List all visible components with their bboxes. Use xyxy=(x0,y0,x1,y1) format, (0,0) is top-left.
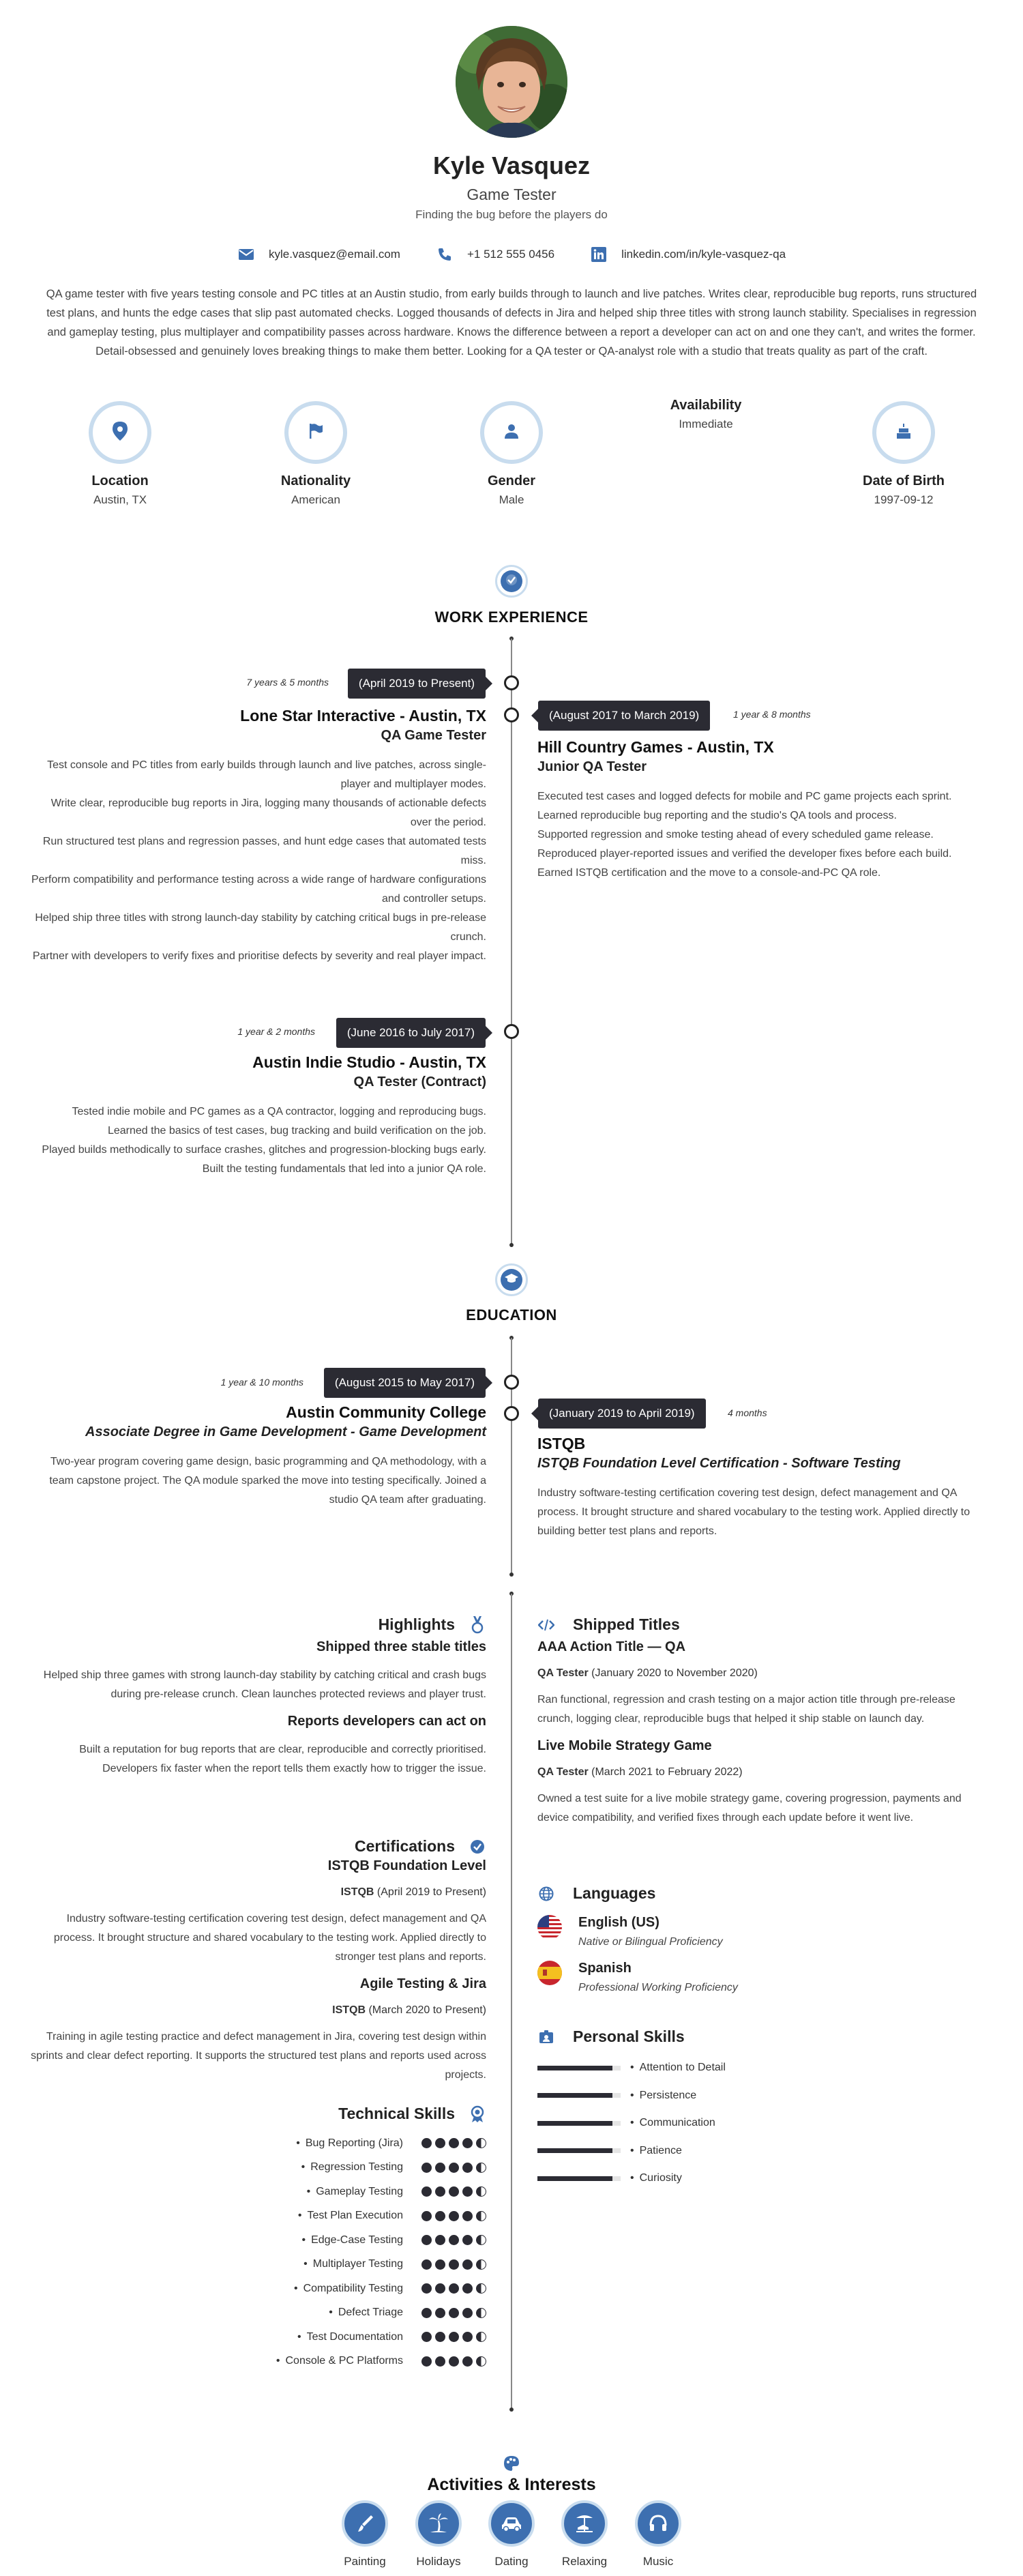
education-entry xyxy=(31,1403,486,1510)
skill-level-bar xyxy=(537,2121,621,2126)
highlight-title: Reports developers can act on xyxy=(287,1714,486,1729)
bullet-icon: • xyxy=(301,2234,306,2246)
job-entry xyxy=(31,1053,486,1179)
work-section-icon xyxy=(495,565,528,598)
personal-skill-name: Communication xyxy=(639,2117,715,2129)
activity-label: Painting xyxy=(344,2555,386,2568)
linkedin-text: linkedin.com/in/kyle-vasquez-qa xyxy=(621,248,786,261)
badge-check-icon xyxy=(505,574,518,589)
edu-description: Two-year program covering game design, basic programming and QA methodology, with a team capstone project. The QA module sparked the move into testing specifically. Joined a studio QA team after graduating. xyxy=(49,1456,486,1506)
rating-dot xyxy=(421,2211,432,2221)
rating-dot xyxy=(449,2235,459,2245)
technical-skill-name: Test Plan Execution xyxy=(307,2210,403,2222)
rating-dot xyxy=(462,2308,473,2318)
graduation-cap-icon xyxy=(505,1273,518,1287)
bullet-icon: • xyxy=(306,2185,311,2197)
profile-summary: QA game tester with five years testing console and PC titles at an Austin studio, from early builds through to launch and live patches. Writes clear, reproducible bug reports, runs structured test plans, and hunts the edge cases that slip past automated checks. Logged thousands of defects in Jira and helped ship three titles with strong launch stability. Specialises in regression and gameplay testing, plus multiplayer and compatibility passes across hardware. Knows the difference between a report a developer can act on and one they can't, and writes the former. Detail-obsessed and genuinely loves breaking things to make them better. Looking for a QA tester or QA-analyst role with a studio that treats quality as part of the craft. xyxy=(46,288,977,357)
job-description: Tested indie mobile and PC games as a QA contractor, logging and reproducing bugs. Learned the basics of test cases, bug tracking and build verification on the job. Played builds methodically to surface crashes, glitches and progression-blocking bugs early. Built the testing fundamentals that led into a junior QA role. xyxy=(42,1106,486,1175)
rating-dot xyxy=(449,2356,459,2367)
language-level: Professional Working Proficiency xyxy=(578,1982,738,1993)
details-timeline xyxy=(511,1594,512,2410)
edu-dates: (January 2019 to April 2019) xyxy=(538,1399,706,1429)
rating-dot xyxy=(462,2332,473,2342)
beach-chair-icon xyxy=(561,2500,608,2547)
person-icon xyxy=(504,424,519,442)
personal-skill-row xyxy=(537,2082,993,2110)
personal-skill-name: Persistence xyxy=(639,2089,697,2101)
bullet-icon: • xyxy=(630,2062,634,2074)
personal-skills-title: Personal Skills xyxy=(573,2028,685,2045)
technical-skills-section xyxy=(31,2105,486,2373)
job-dates: (June 2016 to July 2017) xyxy=(336,1018,486,1048)
activities-title: Activities & Interests xyxy=(427,2475,596,2494)
shipped-meta: QA Tester (January 2020 to November 2020) xyxy=(537,1667,758,1679)
rating-dot xyxy=(421,2138,432,2148)
skill-rating xyxy=(418,2186,486,2197)
timeline-dot xyxy=(504,1024,519,1039)
personal-skill-row xyxy=(537,2054,993,2082)
rating-dot xyxy=(435,2138,445,2148)
technical-skill-row xyxy=(31,2180,486,2204)
info-nationality: Nationality American xyxy=(234,401,398,507)
rating-dot xyxy=(449,2211,459,2221)
skill-level-bar xyxy=(537,2066,621,2070)
shipped-title: AAA Action Title — QA xyxy=(537,1639,686,1654)
palm-tree-icon xyxy=(415,2500,462,2547)
technical-skill-name: Test Documentation xyxy=(306,2330,403,2343)
rating-dot xyxy=(449,2138,459,2148)
rating-dot xyxy=(462,2283,473,2294)
shipped-description: Ran functional, regression and crash testing on a major action title through pre-release crunch, logging clear, reproducible bugs that helped it ship stable on launch day. xyxy=(537,1694,955,1725)
job-duration: 1 year & 8 months xyxy=(733,709,811,720)
rating-dot xyxy=(476,2308,486,2318)
technical-skill-row xyxy=(31,2350,486,2374)
technical-skill-row xyxy=(31,2253,486,2277)
shipped-meta: QA Tester (March 2021 to February 2022) xyxy=(537,1766,743,1778)
rating-dot xyxy=(476,2163,486,2173)
rating-dot xyxy=(462,2211,473,2221)
edu-degree: Associate Degree in Game Development - Game Development xyxy=(85,1424,486,1439)
certification-title: Agile Testing & Jira xyxy=(359,1976,486,1991)
activity-label: Music xyxy=(642,2555,674,2568)
info-dob: Date of Birth 1997-09-12 xyxy=(822,401,985,507)
rating-dot xyxy=(435,2332,445,2342)
timeline-dot xyxy=(504,1375,519,1390)
certifications-title: Certifications xyxy=(355,1837,455,1855)
car-icon xyxy=(488,2500,535,2547)
rating-dot xyxy=(462,2138,473,2148)
technical-skill-name: Edge-Case Testing xyxy=(311,2234,403,2246)
personal-skill-row xyxy=(537,2165,993,2193)
candidate-role: Game Tester xyxy=(466,186,557,203)
personal-skill-row xyxy=(537,2109,993,2137)
shipped-titles-section xyxy=(537,1615,993,1828)
technical-skill-row xyxy=(31,2228,486,2253)
bullet-icon: • xyxy=(296,2137,300,2149)
rating-dot xyxy=(462,2235,473,2245)
job-description: Executed test cases and logged defects for mobile and PC game projects each sprint. Learned reproducible bug reporting and the studio's QA tools and process. Supported regression and smoke testing ahead of every scheduled game release. Reproduced player-reported issues and verified the developer fixes before each build. Earned ISTQB certification and the move to a console-and-PC QA role. xyxy=(537,791,952,879)
job-position: Junior QA Tester xyxy=(537,759,647,774)
linkedin-contact[interactable] xyxy=(590,246,786,263)
info-availability: Availability Immediate xyxy=(670,398,742,430)
languages-section xyxy=(537,1884,993,1994)
bullet-icon: • xyxy=(630,2117,634,2129)
rating-dot xyxy=(476,2356,486,2367)
certifications-section xyxy=(31,1837,486,2085)
verified-badge-icon xyxy=(469,1838,486,1856)
technical-skills-title: Technical Skills xyxy=(338,2105,455,2122)
technical-skill-name: Compatibility Testing xyxy=(303,2282,403,2294)
certification-description: Industry software-testing certification covering test design, defect management and QA process. It brought structure and shared vocabulary to the testing work. Applied directly to stronger test plans and reports. xyxy=(53,1913,486,1963)
rating-dot xyxy=(435,2211,445,2221)
rating-dot xyxy=(421,2259,432,2270)
edu-school: Austin Community College xyxy=(286,1403,486,1421)
activity-item xyxy=(624,2500,692,2568)
location-pin-icon xyxy=(113,422,128,444)
activity-item xyxy=(477,2500,546,2568)
rating-dot xyxy=(476,2259,486,2270)
technical-skill-row xyxy=(31,2325,486,2350)
email-text: kyle.vasquez@email.com xyxy=(268,248,400,261)
award-ribbon-icon xyxy=(469,2105,486,2123)
technical-skill-row xyxy=(31,2131,486,2156)
shipped-title: Live Mobile Strategy Game xyxy=(537,1738,712,1753)
flag-icon xyxy=(308,423,323,443)
rating-dot xyxy=(435,2235,445,2245)
job-company: Austin Indie Studio - Austin, TX xyxy=(252,1053,486,1071)
skill-rating xyxy=(418,2211,486,2221)
bullet-icon: • xyxy=(329,2307,333,2319)
technical-skill-row xyxy=(31,2204,486,2229)
skill-rating xyxy=(418,2163,486,2173)
activity-item xyxy=(331,2500,399,2568)
rating-dot xyxy=(449,2163,459,2173)
rating-dot xyxy=(421,2163,432,2173)
code-icon xyxy=(537,1616,555,1634)
rating-dot xyxy=(476,2235,486,2245)
bullet-icon: • xyxy=(630,2089,634,2101)
email-contact[interactable] xyxy=(237,246,400,263)
activity-label: Relaxing xyxy=(561,2555,608,2568)
phone-contact[interactable] xyxy=(436,246,554,263)
edu-duration: 4 months xyxy=(728,1407,767,1418)
skill-level-bar xyxy=(537,2176,621,2181)
bullet-icon: • xyxy=(630,2172,634,2184)
palette-icon xyxy=(503,2455,520,2472)
id-badge-icon xyxy=(537,2028,555,2046)
activity-label: Dating xyxy=(494,2555,529,2568)
avatar xyxy=(456,26,567,138)
highlights-section xyxy=(31,1615,486,1779)
job-company: Lone Star Interactive - Austin, TX xyxy=(240,707,486,724)
skill-rating xyxy=(418,2283,486,2294)
languages-title: Languages xyxy=(573,1884,656,1902)
rating-dot xyxy=(476,2186,486,2197)
highlight-description: Built a reputation for bug reports that are clear, reproducible and correctly prioritised. Developers fix faster when the report tells them exactly how to trigger the issue. xyxy=(79,1744,486,1774)
rating-dot xyxy=(476,2283,486,2294)
work-timeline xyxy=(511,639,512,1246)
bullet-icon: • xyxy=(630,2144,634,2156)
rating-dot xyxy=(449,2259,459,2270)
highlight-title: Shipped three stable titles xyxy=(316,1639,486,1654)
bullet-icon: • xyxy=(293,2282,298,2294)
skill-rating xyxy=(418,2356,486,2367)
spain-flag-icon xyxy=(537,1961,562,1985)
personal-skill-name: Curiosity xyxy=(639,2172,682,2184)
personal-skill-row xyxy=(537,2137,993,2165)
rating-dot xyxy=(421,2356,432,2367)
job-entry xyxy=(31,707,486,966)
phone-text: +1 512 555 0456 xyxy=(466,248,555,261)
certification-meta: ISTQB (March 2020 to Present) xyxy=(332,2004,486,2016)
rating-dot xyxy=(476,2211,486,2221)
edu-school: ISTQB xyxy=(537,1435,586,1452)
candidate-name: Kyle Vasquez xyxy=(432,151,591,179)
bullet-icon: • xyxy=(301,2161,306,2174)
skill-level-bar xyxy=(537,2093,621,2098)
rating-dot xyxy=(421,2235,432,2245)
technical-skill-name: Console & PC Platforms xyxy=(285,2355,403,2367)
edu-dates: (August 2015 to May 2017) xyxy=(324,1368,486,1398)
activity-item xyxy=(550,2500,619,2568)
technical-skill-name: Bug Reporting (Jira) xyxy=(305,2137,403,2149)
technical-skill-row xyxy=(31,2277,486,2301)
job-dates: (August 2017 to March 2019) xyxy=(538,701,710,731)
rating-dot xyxy=(449,2332,459,2342)
language-item xyxy=(537,1961,993,1994)
technical-skill-name: Defect Triage xyxy=(338,2307,403,2319)
linkedin-icon xyxy=(590,246,608,263)
activity-label: Holidays xyxy=(416,2555,461,2568)
rating-dot xyxy=(449,2308,459,2318)
rating-dot xyxy=(435,2308,445,2318)
skill-rating xyxy=(418,2332,486,2342)
language-name: English (US) xyxy=(578,1915,659,1930)
bullet-icon: • xyxy=(297,2210,302,2222)
education-section-title: EDUCATION xyxy=(466,1306,557,1323)
edu-description: Industry software-testing certification covering test design, defect management and QA process. It brought structure and shared vocabulary to the testing work. Applied directly to building better test plans and reports. xyxy=(537,1487,970,1537)
rating-dot xyxy=(449,2186,459,2197)
highlight-description: Helped ship three games with strong launch-day stability by catching critical and crash bugs during pre-release crunch. Clean launches protected reviews and player trust. xyxy=(43,1669,486,1700)
rating-dot xyxy=(476,2138,486,2148)
rating-dot xyxy=(435,2283,445,2294)
technical-skills-list xyxy=(31,2131,486,2373)
rating-dot xyxy=(435,2163,445,2173)
rating-dot xyxy=(435,2186,445,2197)
activity-item xyxy=(404,2500,473,2568)
skill-rating xyxy=(418,2235,486,2245)
job-entry xyxy=(537,738,993,883)
job-dates: (April 2019 to Present) xyxy=(348,669,486,699)
headphones-icon xyxy=(635,2500,681,2547)
technical-skill-name: Gameplay Testing xyxy=(316,2185,403,2197)
education-entry xyxy=(537,1435,993,1541)
rating-dot xyxy=(421,2308,432,2318)
skill-rating xyxy=(418,2308,486,2318)
bullet-icon: • xyxy=(297,2330,301,2343)
rating-dot xyxy=(476,2332,486,2342)
personal-skill-name: Patience xyxy=(639,2144,682,2156)
info-location: Location Austin, TX xyxy=(38,401,202,507)
globe-icon xyxy=(537,1885,555,1903)
timeline-dot xyxy=(504,707,519,722)
language-name: Spanish xyxy=(578,1961,632,1976)
education-timeline xyxy=(511,1338,512,1575)
certification-title: ISTQB Foundation Level xyxy=(327,1858,486,1873)
shipped-titles-title: Shipped Titles xyxy=(573,1615,680,1633)
job-position: QA Tester (Contract) xyxy=(353,1074,486,1089)
personal-skills-list xyxy=(537,2054,993,2193)
skill-rating xyxy=(418,2259,486,2270)
timeline-dot xyxy=(504,675,519,690)
skill-level-bar xyxy=(537,2148,621,2153)
rating-dot xyxy=(462,2163,473,2173)
medal-icon xyxy=(469,1616,486,1634)
rating-dot xyxy=(462,2259,473,2270)
edu-degree: ISTQB Foundation Level Certification - Software Testing xyxy=(537,1456,901,1471)
certification-description: Training in agile testing practice and defect management in Jira, covering test design within sprints and clear defect reporting. It supports the structured test plans and reports used across projects. xyxy=(31,2031,486,2081)
job-position: QA Game Tester xyxy=(381,728,486,743)
rating-dot xyxy=(421,2283,432,2294)
language-level: Native or Bilingual Proficiency xyxy=(578,1936,723,1948)
contact-bar xyxy=(0,246,1023,263)
paintbrush-icon xyxy=(342,2500,388,2547)
timeline-dot xyxy=(504,1406,519,1421)
job-description: Test console and PC titles from early builds through launch and live patches, across single-player and multiplayer modes. Write clear, reproducible bug reports in Jira, logging many thousands of actionable defects over the period. Run structured test plans and regression passes, and hunt edge cases that automated tests miss. Perform compatibility and performance testing across a wide range of hardware configurations and controller setups. Helped ship three titles with strong launch-day stability by catching critical bugs in pre-release crunch. Partner with developers to verify fixes and prioritise defects by severity and real player impact. xyxy=(31,759,486,962)
rating-dot xyxy=(435,2356,445,2367)
technical-skill-row xyxy=(31,2156,486,2180)
job-company: Hill Country Games - Austin, TX xyxy=(537,738,774,756)
us-flag-icon xyxy=(537,1915,562,1940)
technical-skill-name: Regression Testing xyxy=(310,2161,403,2174)
rating-dot xyxy=(435,2259,445,2270)
technical-skill-row xyxy=(31,2301,486,2326)
rating-dot xyxy=(462,2186,473,2197)
shipped-description: Owned a test suite for a live mobile strategy game, covering progression, payments and device compatibility, and verified fixes through each update before it went live. xyxy=(537,1793,962,1824)
highlights-title: Highlights xyxy=(378,1615,455,1633)
edu-duration: 1 year & 10 months xyxy=(220,1377,303,1388)
personal-skills-section xyxy=(537,2028,993,2193)
rating-dot xyxy=(462,2356,473,2367)
phone-icon xyxy=(436,246,454,263)
job-duration: 1 year & 2 months xyxy=(237,1026,315,1037)
bullet-icon: • xyxy=(276,2355,280,2367)
bullet-icon: • xyxy=(303,2258,308,2270)
job-duration: 7 years & 5 months xyxy=(246,677,329,688)
education-section-icon xyxy=(495,1263,528,1296)
skill-rating xyxy=(418,2138,486,2148)
email-icon xyxy=(237,246,255,263)
rating-dot xyxy=(421,2186,432,2197)
certification-meta: ISTQB (April 2019 to Present) xyxy=(340,1886,486,1898)
birthday-cake-icon xyxy=(895,423,912,443)
rating-dot xyxy=(449,2283,459,2294)
tagline: Finding the bug before the players do xyxy=(415,208,608,221)
language-item xyxy=(537,1915,993,1948)
technical-skill-name: Multiplayer Testing xyxy=(312,2258,403,2270)
rating-dot xyxy=(421,2332,432,2342)
personal-skill-name: Attention to Detail xyxy=(639,2062,726,2074)
info-gender: Gender Male xyxy=(430,401,593,507)
work-section-title: WORK EXPERIENCE xyxy=(434,609,589,626)
